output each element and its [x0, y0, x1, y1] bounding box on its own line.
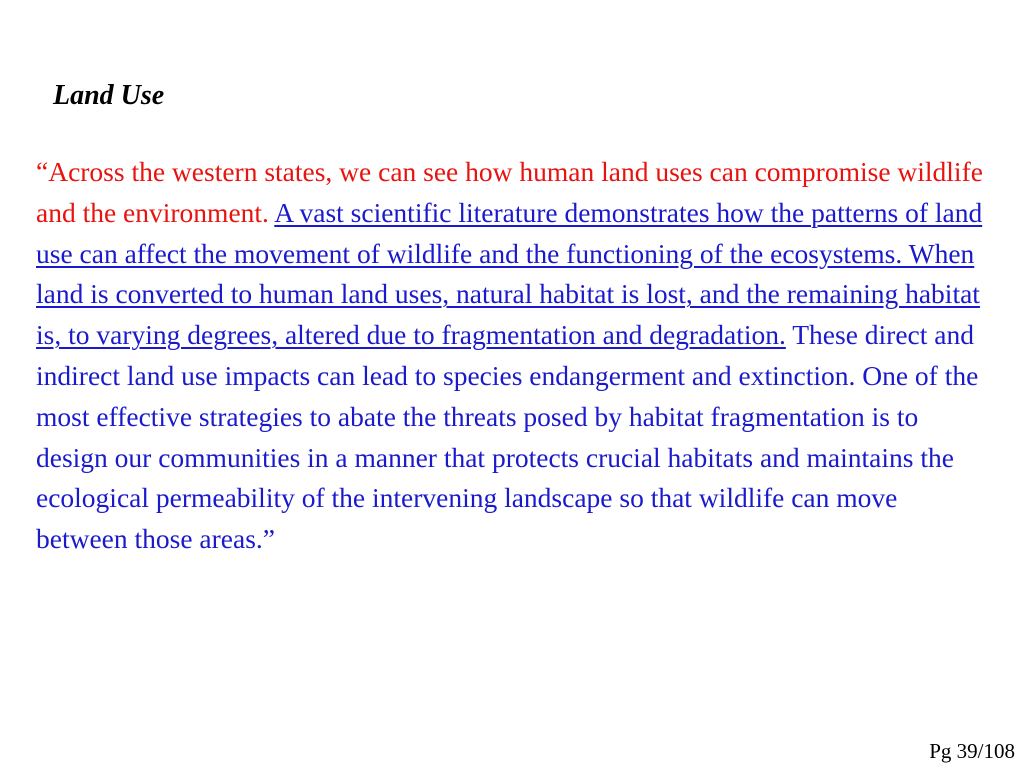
quote-red-text: “Across the western states, we can see how human land uses can compromise wildlife and the environment. — [36, 156, 983, 228]
quote-hyperlink[interactable]: A vast scientific literature demonstrates how the patterns of land use can affect the movement of wildlife and the functioning of the ecosystems. When land is converted to human land uses, natural habitat is lost, and the remaining habitat is, to varying degrees, altered due to fragmentation and degradation. — [36, 196, 983, 351]
page-number: Pg 39/108 — [929, 739, 1015, 763]
quote-paragraph — [36, 152, 986, 560]
slide-title: Land Use — [53, 80, 165, 111]
quote-blue-text: These direct and indirect land use impacts can lead to species endangerment and extinction. One of the most effective strategies to abate the threats posed by habitat fragmentation is to design our communities in a manner that protects crucial habitats and maintains the ecological permeability of the intervening landscape so that wildlife can move between those areas.” — [36, 319, 979, 555]
